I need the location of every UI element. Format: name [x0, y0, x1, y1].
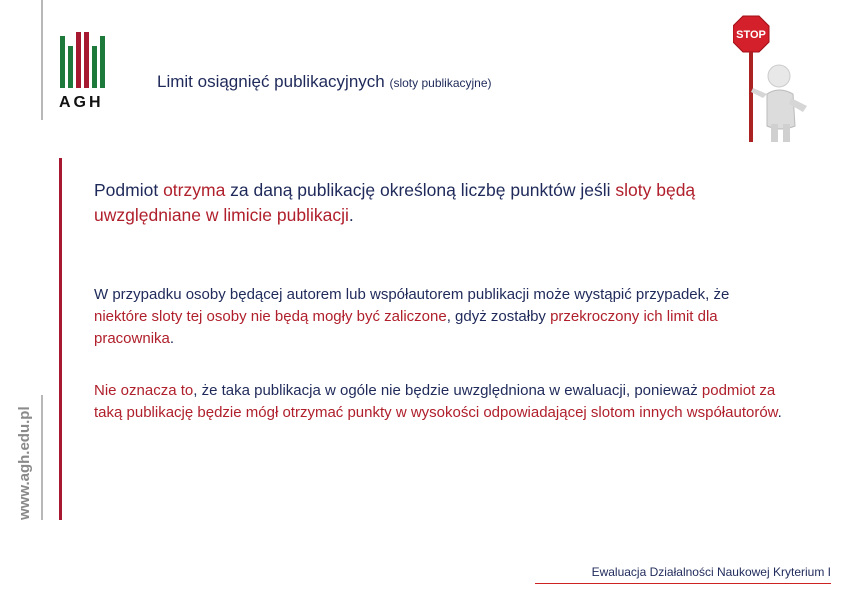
lead-text-1: Podmiot	[94, 180, 164, 200]
content-accent-bar	[59, 158, 62, 520]
lead-text-3: .	[348, 205, 354, 225]
p2-text-3: .	[169, 330, 175, 347]
p3-highlight-1: Nie oznacza to	[94, 382, 194, 399]
lead-highlight-2: sloty będą uwzględniane w limicie publikacji	[94, 180, 696, 225]
footer-underline	[535, 583, 831, 584]
left-divider-top	[41, 0, 43, 120]
paragraph-2	[94, 284, 784, 350]
p2-text-1: W przypadku osoby będącej autorem lub współautorem publikacji może wystąpić przypadek, że	[94, 286, 730, 303]
stop-sign-figure-icon	[733, 14, 823, 144]
paragraph-3	[94, 380, 784, 424]
side-url: www.agh.edu.pl	[16, 406, 33, 520]
p2-highlight-2: przekroczony ich limit dla pracownika	[94, 308, 718, 347]
page-title	[157, 72, 492, 92]
logo-text: AGH	[59, 94, 104, 111]
lead-paragraph	[94, 178, 734, 228]
p3-text-2: .	[777, 404, 782, 421]
lead-text-2: za daną publikację określoną liczbę punktów jeśli	[225, 180, 616, 200]
p2-text-2: , gdyż zostałby	[446, 308, 551, 325]
footer-text: Ewaluacja Działalności Naukowej Kryterium I	[591, 565, 831, 579]
title-main: Limit osiągnięć publikacyjnych	[157, 72, 385, 91]
p3-highlight-2: podmiot za taką publikację będzie mógł otrzymać punkty w wysokości odpowiadającej slotom innych współautorów	[94, 382, 778, 421]
p2-highlight-1: niektóre sloty tej osoby nie będą mogły być zaliczone	[94, 308, 447, 325]
p3-text-1: , że taka publikacja w ogóle nie będzie uwzględniona w ewaluacji, ponieważ	[193, 382, 702, 399]
left-divider-bottom	[41, 395, 43, 520]
stop-sign-text: STOP	[736, 29, 766, 41]
lead-highlight-1: otrzyma	[163, 180, 226, 200]
title-subtitle: (sloty publikacyjne)	[389, 76, 492, 90]
